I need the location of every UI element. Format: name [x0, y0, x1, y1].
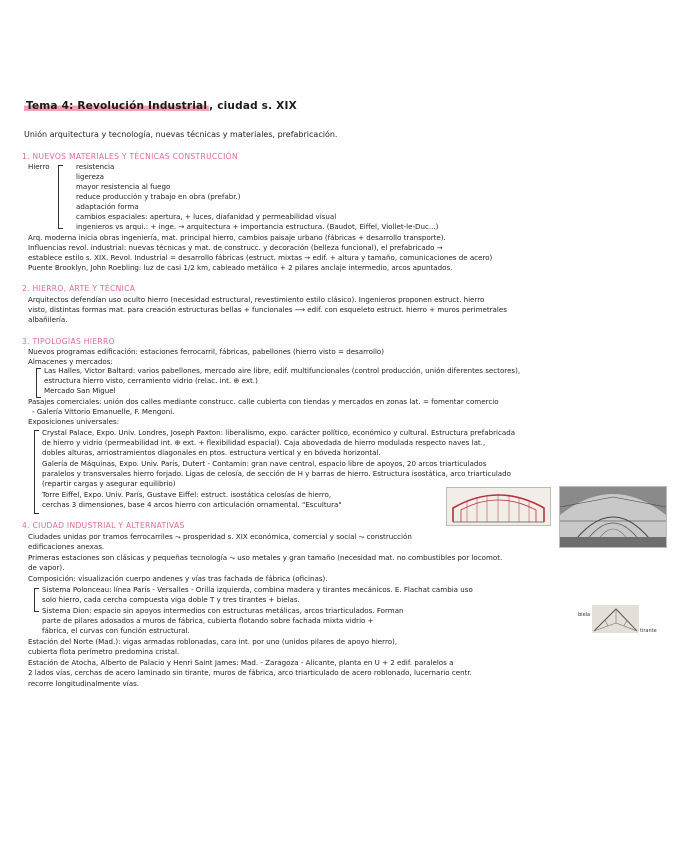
- title-rest: , ciudad s. XIX: [209, 100, 297, 112]
- text-line: parte de pilares adosados a muros de fábrica, cubierta flotando sobre fachada mixta vidrio +: [42, 616, 374, 625]
- text-line: Sistema Dion: espacio sin apoyos intermedios con estructuras metálicas, arcos triarticulados. Forman: [42, 606, 404, 615]
- galeria-maquinas-drawing: [446, 487, 551, 526]
- text-line: Las Halles, Victor Baltard: varios pabellones, mercado aire libre, edif. multifuncionales (control producción, unión diferentes sectores),: [44, 366, 521, 375]
- figure-label-tirante: tirante: [640, 628, 657, 634]
- text-line: visto, distintas formas mat. para creación estructuras bellas + funcionales ⟶ edif. con esqueleto estruct. hierro + muros perimetrales: [28, 305, 507, 314]
- text-line: (repartir cargas y asegurar equilibrio): [42, 479, 176, 488]
- polonceau-brace: [34, 588, 39, 612]
- list-item: ingenieros vs arqui.: + inge. → arquitectura + importancia estructura. (Baudot, Eiffel, Viollet-le-Duc...): [76, 222, 439, 231]
- text-line: Ciudades unidas por tramos ferrocarriles ⤳ prosperidad s. XIX económica, comercial y social ⤳ construcción: [28, 532, 412, 541]
- text-line: de vapor).: [28, 563, 65, 572]
- list-item: cambios espaciales: apertura, + luces, diafanidad y permeabilidad visual: [76, 212, 337, 221]
- galeria-maquinas-photo: [559, 486, 667, 548]
- text-line: de hierro y vidrio (permeabilidad int. ⊕ ext. + flexibilidad espacial). Caja abovedada de hierro modulada respecto naves lat.,: [42, 438, 486, 447]
- text-line: Galería de Máquinas, Expo. Univ. París, Dutert - Contamin: gran nave central, espacio libre de apoyos, 20 arcos triarticulados: [42, 459, 487, 468]
- text-line: Influencias revol. industrial: nuevas técnicas y mat. de construcc. y decoración (belleza funcional), el prefabricado →: [28, 243, 443, 252]
- hierro-label: Hierro: [28, 162, 50, 171]
- text-line: Arquitectos defendían uso oculto hierro (necesidad estructural, revestimiento estilo clásico). Ingenieros proponen estruct. hierro: [28, 295, 485, 304]
- text-line: Torre Eiffel, Expo. Univ. París, Gustave Eiffel: estruct. isostática celosías de hierro,: [42, 490, 332, 499]
- exposiciones-brace: [34, 430, 39, 514]
- text-line: Pasajes comerciales: unión dos calles mediante construcc. calle cubierta con tiendas y mercados en zonas lat. = fomentar comercio: [28, 397, 499, 406]
- text-line: Puente Brooklyn, John Roebling: luz de casi 1/2 km, cableado metálico + 2 pilares anclaje intermedio, arcos apuntados.: [28, 263, 453, 272]
- section-4-heading: 4. CIUDAD INDUSTRIAL Y ALTERNATIVAS: [22, 521, 185, 530]
- text-line: fábrica, el curvas con función estructural.: [42, 626, 190, 635]
- text-line: edificaciones anexas.: [28, 542, 105, 551]
- hierro-brace: [58, 165, 63, 229]
- section-1-heading: 1. NUEVOS MATERIALES Y TÉCNICAS CONSTRUCCIÓN: [22, 152, 238, 161]
- text-line: solo hierro, cada cercha compuesta viga doble T y tres tirantes + bielas.: [42, 595, 300, 604]
- text-line: 2 lados vías, cerchas de acero laminado sin tirante, muros de fábrica, arco triarticulado de acero roblonado, lucernario centr.: [28, 668, 472, 677]
- polonceau-truss-photo: [592, 605, 639, 633]
- text-line: paralelos y transversales hierro forjado. Ligas de celosía, de sección de H y barras de hierro. Estructura isostática, arco triarticulado: [42, 469, 511, 478]
- text-line: estructura hierro visto, cerramiento vidrio (relac. int. ⊕ ext.): [44, 376, 258, 385]
- section-2-heading: 2. HIERRO, ARTE Y TÉCNICA: [22, 284, 136, 293]
- list-item: resistencia: [76, 162, 115, 171]
- page-title: [24, 100, 297, 112]
- text-line: Almacenes y mercados:: [28, 357, 113, 366]
- list-item: ligereza: [76, 172, 105, 181]
- text-line: Nuevos programas edificación: estaciones ferrocarril, fábricas, pabellones (hierro visto = desarrollo): [28, 347, 385, 356]
- text-line: albañilería.: [28, 315, 68, 324]
- text-line: Mercado San Miguel: [44, 386, 116, 395]
- intro-text: Unión arquitectura y tecnología, nuevas técnicas y materiales, prefabricación.: [24, 130, 338, 139]
- text-line: Primeras estaciones son clásicas y pequeñas tecnología ⤳ uso metales y gran tamaño (necesidad mat. no combustibles por locomot.: [28, 553, 503, 562]
- title-highlighted: Tema 4: Revolución Industrial: [26, 100, 208, 112]
- list-item: reduce producción y trabajo en obra (prefabr.): [76, 192, 241, 201]
- text-line: dobles alturas, arriostramientos diagonales en ptos. estructura vertical y en bóveda horizontal.: [42, 448, 381, 457]
- text-line: Crystal Palace, Expo. Univ. Londres, Joseph Paxton: liberalismo, expo. carácter político, económico y cultural. Estructura prefabricada: [42, 428, 516, 437]
- section-3-heading: 3. TIPOLOGÍAS HIERRO: [22, 337, 115, 346]
- list-item: adaptación forma: [76, 202, 139, 211]
- text-line: Composición: visualización cuerpo andenes y vías tras fachada de fábrica (oficinas).: [28, 574, 328, 583]
- list-item: mayor resistencia al fuego: [76, 182, 171, 191]
- mercados-brace: [36, 368, 41, 398]
- figure-label-biela: biela: [578, 612, 591, 618]
- text-line: Estación del Norte (Mad.): vigas armadas roblonadas, cara int. por uno (unidos pilares de apoyo hierro),: [28, 637, 398, 646]
- text-line: cerchas 3 dimensiones, base 4 arcos hierro con articulación ornamental. "Escultura": [42, 500, 342, 509]
- text-line: Estación de Atocha, Alberto de Palacio y Henri Saint James: Mad. - Zaragoza - Alicante, planta en U + 2 edif. paralelos a: [28, 658, 454, 667]
- text-line: Exposiciones universales:: [28, 417, 120, 426]
- text-line: cubierta flota perímetro predomina cristal.: [28, 647, 180, 656]
- text-line: Arq. moderna inicia obras ingeniería, mat. principal hierro, cambios paisaje urbano (fábricas + desarrollo transporte).: [28, 233, 446, 242]
- text-line: Sistema Polonceau: línea París - Versalles - Orilla izquierda, combina madera y tirantes mecánicos. E. Flachat cambia uso: [42, 585, 473, 594]
- text-line: - Galería Vittorio Emanuelle, F. Mengoni.: [32, 407, 175, 416]
- text-line: recorre longitudinalmente vías.: [28, 679, 140, 688]
- text-line: establece estilo s. XIX. Revol. Industrial = desarrollo fábricas (estruct. mixtas → edif. + altura y tamaño, comunicaciones de acero): [28, 253, 493, 262]
